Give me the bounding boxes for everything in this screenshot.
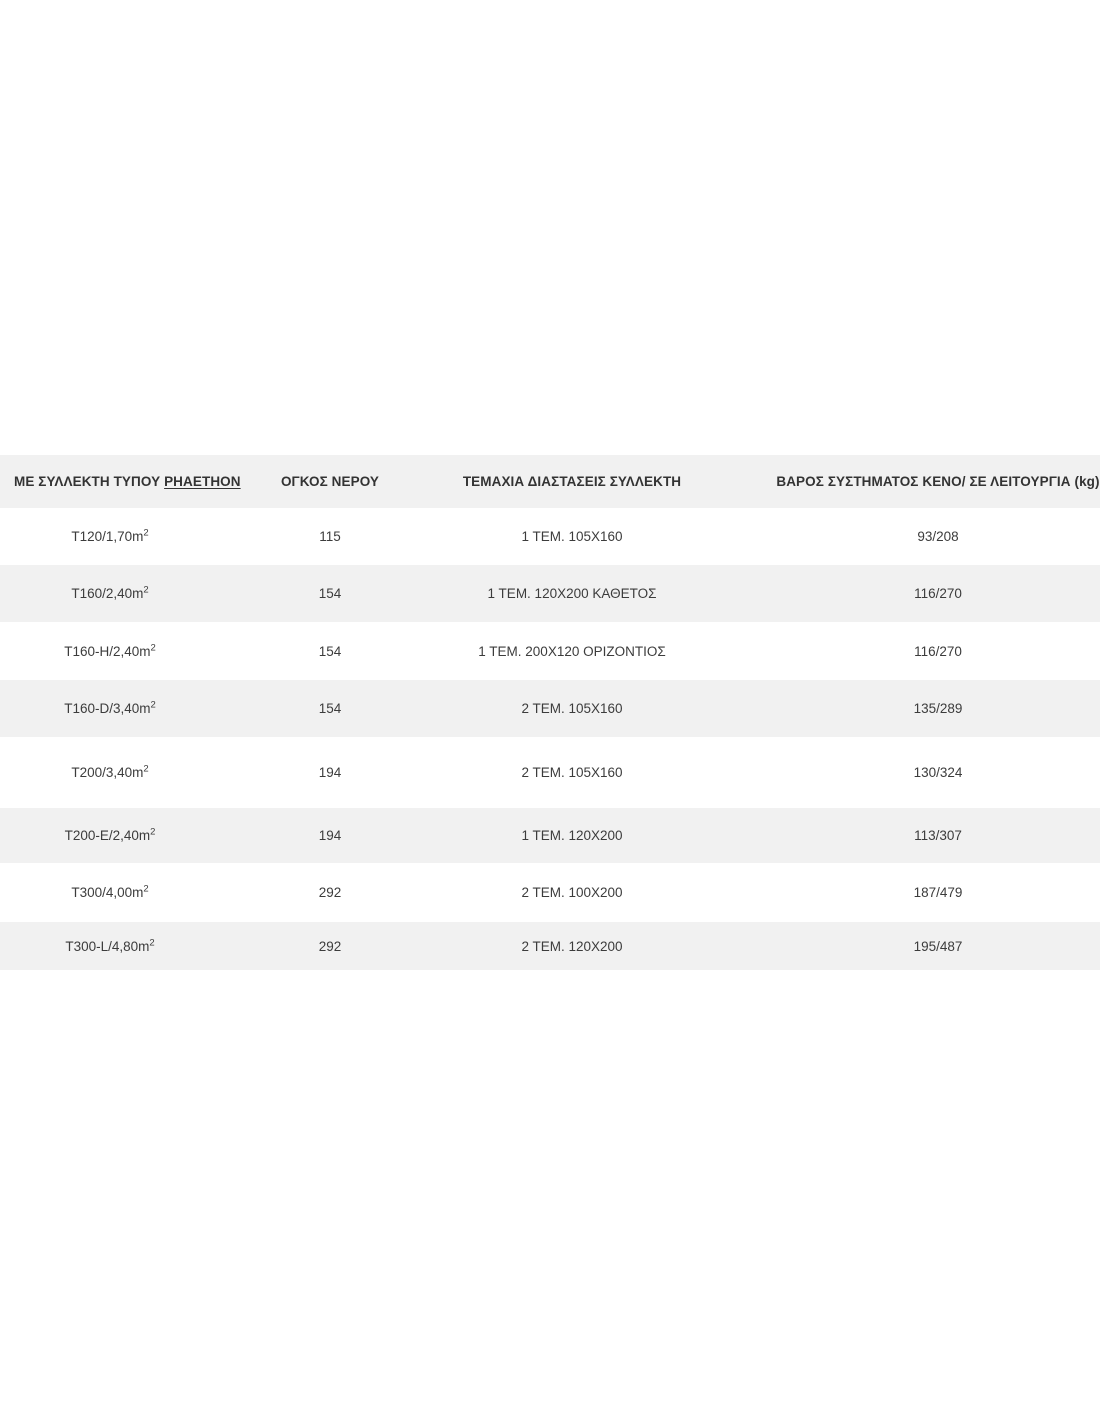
water-volume-value: 292: [318, 938, 342, 954]
col-header-collector-type-text: ΜΕ ΣΥΛΛΕΚΤΗ ΤΥΠΟΥ: [14, 474, 165, 489]
model-superscript: 2: [143, 527, 149, 539]
model-superscript: 2: [143, 883, 149, 895]
model-cell: [0, 622, 220, 680]
water-volume-value: 115: [319, 529, 341, 544]
model-name: T200/3,40m: [71, 765, 144, 780]
table-row: [0, 737, 1100, 808]
weight-value: 135/289: [913, 701, 963, 716]
pieces-dimensions-value: 1 ΤΕΜ. 120X200 ΚΑΘΕΤΟΣ: [487, 586, 657, 601]
weight-value: 116/270: [914, 586, 962, 601]
model-cell: [0, 565, 220, 622]
table-row: [0, 863, 1100, 922]
water-volume-value: 194: [318, 765, 342, 780]
pieces-dimensions-value: 2 ΤΕΜ. 105X160: [521, 701, 623, 716]
table-row: [0, 680, 1100, 737]
spec-table-body: [0, 508, 1100, 970]
header-row: [0, 455, 1100, 508]
weight-value: 130/324: [913, 765, 963, 780]
table-row: [0, 922, 1100, 970]
water-volume-value: 154: [318, 643, 342, 659]
phaethon-underlined-text: PHAETHON: [164, 474, 241, 489]
model-cell: [0, 737, 220, 808]
model-cell: [0, 922, 220, 970]
col-header-system-weight: ΒΑΡΟΣ ΣΥΣΤΗΜΑΤΟΣ ΚΕΝΟ/ ΣΕ ΛΕΙΤΟΥΡΓΙΑ (kg): [776, 474, 1100, 489]
model-cell: [0, 680, 220, 737]
weight-value: 113/307: [914, 828, 962, 843]
model-name: T160/2,40m: [71, 586, 144, 601]
col-header-collector-type: [0, 455, 241, 508]
model-cell: [0, 863, 220, 922]
spec-table: [0, 455, 1100, 970]
model-cell: [0, 508, 220, 565]
pieces-dimensions-value: 1 ΤΕΜ. 200X120 ΟΡΙΖΟΝΤΙΟΣ: [478, 643, 666, 659]
table-row: [0, 508, 1100, 565]
model-name: T120/1,70m: [71, 529, 144, 544]
col-header-water-volume: ΟΓΚΟΣ ΝΕΡΟΥ: [280, 474, 380, 489]
model-cell: [0, 808, 220, 863]
pieces-dimensions-value: 1 ΤΕΜ. 120X200: [521, 828, 623, 843]
weight-value: 116/270: [914, 643, 962, 659]
model-superscript: 2: [143, 763, 149, 775]
model-name: T300-L/4,80m: [65, 938, 150, 954]
water-volume-value: 292: [318, 885, 342, 900]
table-row: [0, 565, 1100, 622]
table-row: [0, 622, 1100, 680]
model-name: T160-H/2,40m: [64, 643, 151, 659]
water-volume-value: 154: [318, 586, 342, 601]
table-row: [0, 808, 1100, 863]
pieces-dimensions-value: 1 ΤΕΜ. 105X160: [521, 529, 623, 544]
model-name: T200-E/2,40m: [64, 828, 151, 843]
water-volume-value: 154: [318, 701, 342, 716]
model-superscript: 2: [150, 826, 156, 838]
model-name: T300/4,00m: [71, 885, 144, 900]
pieces-dimensions-value: 2 ΤΕΜ. 105X160: [521, 765, 623, 780]
weight-value: 187/479: [913, 885, 963, 900]
model-superscript: 2: [150, 642, 156, 653]
pieces-dimensions-value: 2 ΤΕΜ. 120X200: [521, 938, 623, 954]
model-name: T160-D/3,40m: [64, 701, 151, 716]
model-superscript: 2: [150, 699, 156, 711]
water-volume-value: 194: [318, 828, 342, 843]
weight-value: 93/208: [917, 529, 959, 544]
weight-value: 195/487: [913, 938, 963, 954]
pieces-dimensions-value: 2 ΤΕΜ. 100X200: [521, 885, 623, 900]
col-header-pieces-dimensions: ΤΕΜΑΧΙΑ ΔΙΑΣΤΑΣΕΙΣ ΣΥΛΛΕΚΤΗ: [462, 474, 682, 489]
model-superscript: 2: [143, 584, 149, 596]
model-superscript: 2: [149, 937, 155, 948]
